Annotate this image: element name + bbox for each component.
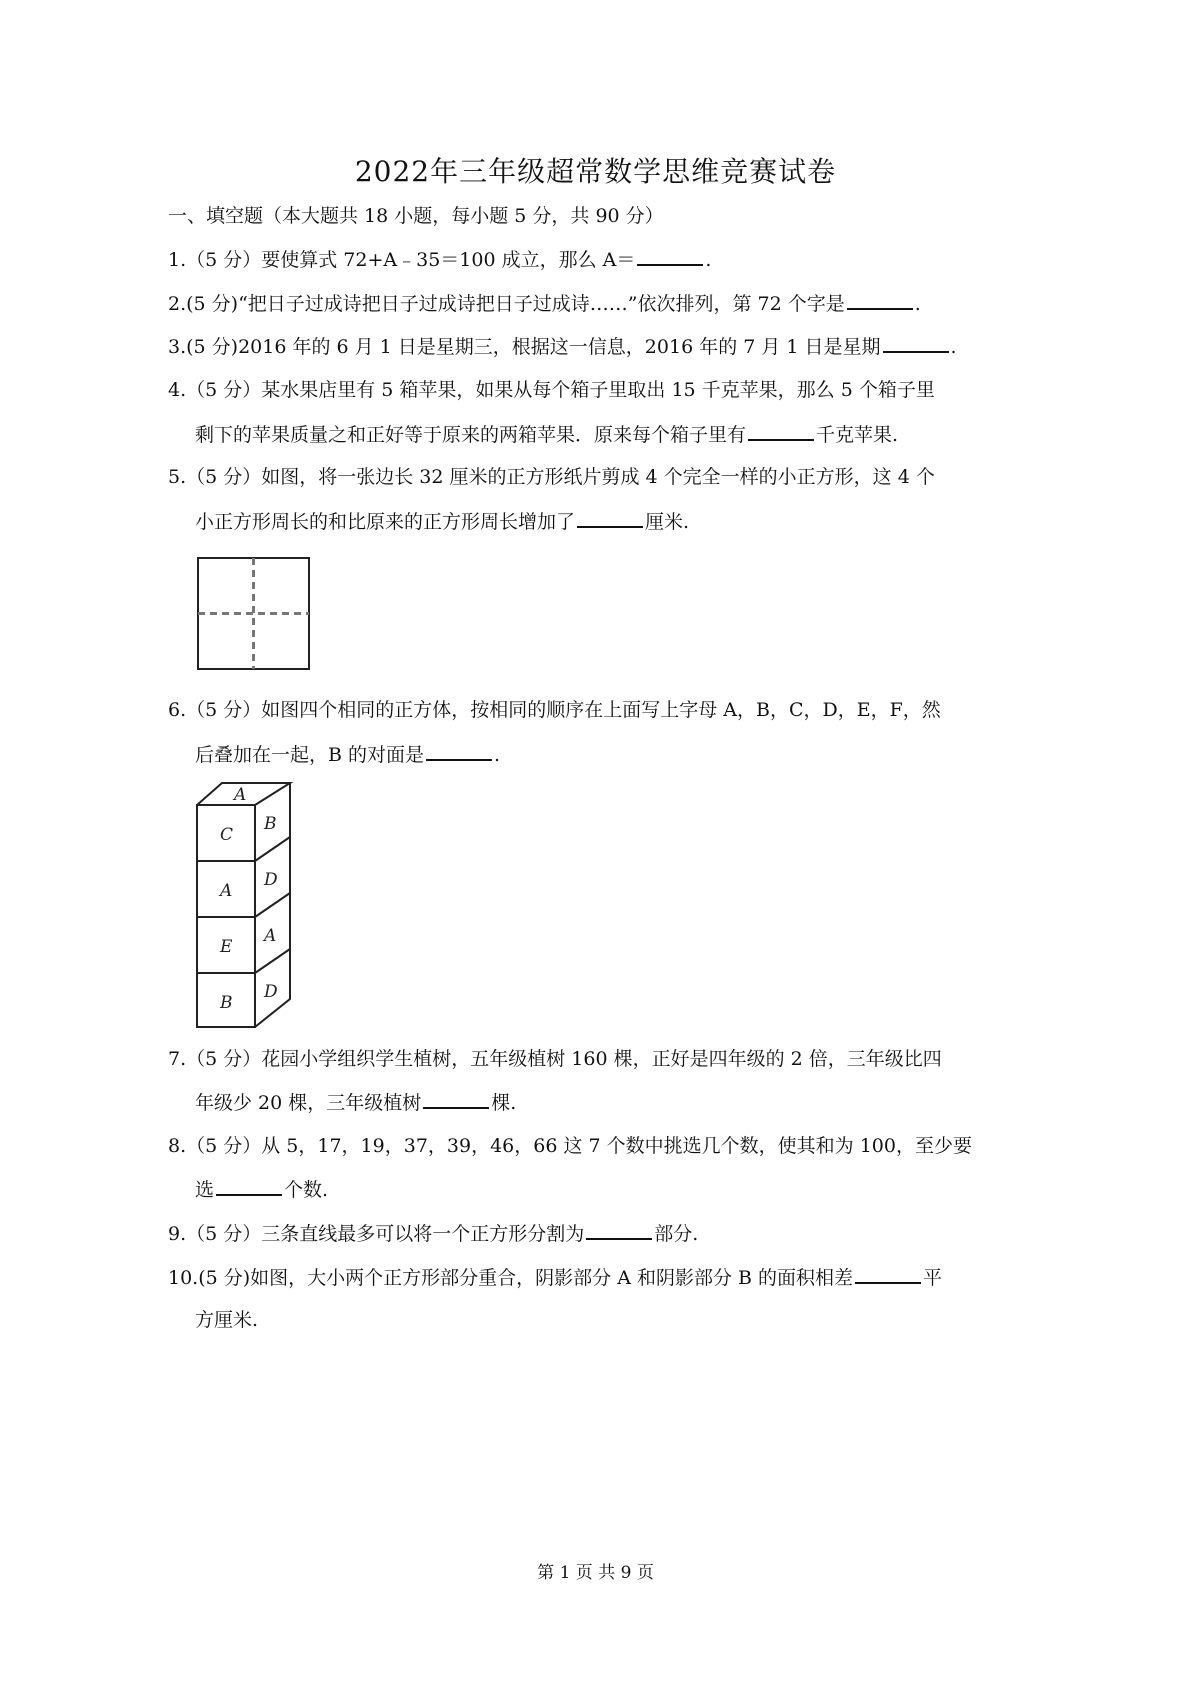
cube-front-label: B: [220, 993, 233, 1013]
answer-blank[interactable]: [637, 246, 703, 266]
answer-blank[interactable]: [883, 333, 949, 353]
question-text: 剩下的苹果质量之和正好等于原来的两箱苹果．原来每个箱子里有: [195, 424, 747, 446]
cube-side-label: D: [264, 870, 278, 890]
question-text: 后叠加在一起，B 的对面是: [195, 744, 425, 766]
question-4-cont: [195, 421, 898, 448]
page-title: 2022年三年级超常数学思维竞赛试卷: [354, 155, 837, 188]
question-text: 小正方形周长的和比原来的正方形周长增加了: [195, 511, 576, 533]
answer-blank[interactable]: [855, 1264, 921, 1284]
answer-blank[interactable]: [847, 290, 913, 310]
question-text: 10.(5 分)如图，大小两个正方形部分重合，阴影部分 A 和阴影部分 B 的面积相差: [168, 1267, 854, 1289]
cube-top-label: A: [234, 785, 247, 805]
question-text: 2.(5 分)“把日子过成诗把日子过成诗把日子过成诗……”依次排列，第 72 个字是: [168, 293, 845, 315]
question-text-end: 厘米.: [645, 511, 690, 533]
question-4: 4.（5 分）某水果店里有 5 箱苹果，如果从每个箱子里取出 15 千克苹果，那么 5 个箱子里: [168, 379, 935, 401]
question-text-end: 千克苹果.: [816, 424, 899, 446]
question-10: [168, 1264, 942, 1291]
question-text-end: 个数.: [284, 1179, 329, 1201]
page-footer: 第 1 页 共 9 页: [537, 1563, 654, 1583]
question-5-cont: [195, 508, 689, 535]
answer-blank[interactable]: [577, 508, 643, 528]
question-text-end: .: [914, 293, 921, 315]
section-heading: 一、填空题（本大题共 18 小题，每小题 5 分，共 90 分）: [168, 205, 664, 227]
question-10-cont: 方厘米.: [195, 1309, 259, 1331]
question-text-end: 棵.: [491, 1092, 517, 1114]
question-6-cont: [195, 741, 500, 768]
question-6: 6.（5 分）如图四个相同的正方体，按相同的顺序在上面写上字母 A，B，C，D，E，F，然: [168, 699, 941, 721]
answer-blank[interactable]: [216, 1176, 282, 1196]
cube-front-label: E: [220, 937, 233, 957]
question-text-end: 部分.: [654, 1223, 699, 1245]
question-text: 年级少 20 棵，三年级植树: [195, 1092, 422, 1114]
question-9: [168, 1220, 698, 1247]
square-cut-figure: [196, 556, 312, 672]
question-text-end: .: [950, 336, 957, 358]
answer-blank[interactable]: [423, 1089, 489, 1109]
question-text: 9.（5 分）三条直线最多可以将一个正方形分割为: [168, 1223, 585, 1245]
question-1: [168, 246, 711, 273]
cube-front-label: C: [220, 825, 234, 845]
answer-blank[interactable]: [426, 741, 492, 761]
question-text-end: .: [705, 249, 712, 271]
question-7-cont: [195, 1089, 516, 1116]
cube-side-label: D: [264, 982, 278, 1002]
question-7: 7.（5 分）花园小学组织学生植树，五年级植树 160 棵，正好是四年级的 2 倍，三年级比四: [168, 1048, 942, 1070]
answer-blank[interactable]: [748, 421, 814, 441]
question-5: 5.（5 分）如图，将一张边长 32 厘米的正方形纸片剪成 4 个完全一样的小正方形，这 4 个: [168, 466, 935, 488]
question-text-end: 平: [923, 1267, 943, 1289]
question-3: [168, 333, 957, 360]
question-text: 3.(5 分)2016 年的 6 月 1 日是星期三，根据这一信息，2016 年的 7 月 1 日是星期: [168, 336, 881, 358]
question-2: [168, 290, 921, 317]
cube-side-label: B: [264, 814, 277, 834]
question-text-end: .: [494, 744, 501, 766]
stacked-cubes-figure: [194, 779, 298, 1031]
question-8-cont: [195, 1176, 328, 1203]
answer-blank[interactable]: [586, 1220, 652, 1240]
question-text: 选: [195, 1179, 215, 1201]
cube-front-label: A: [220, 881, 233, 901]
cube-side-label: A: [264, 926, 277, 946]
question-8: 8.（5 分）从 5，17，19，37，39，46，66 这 7 个数中挑选几个数，使其和为 100，至少要: [168, 1135, 972, 1157]
question-text: 1.（5 分）要使算式 72+A﹣35＝100 成立，那么 A＝: [168, 249, 636, 271]
